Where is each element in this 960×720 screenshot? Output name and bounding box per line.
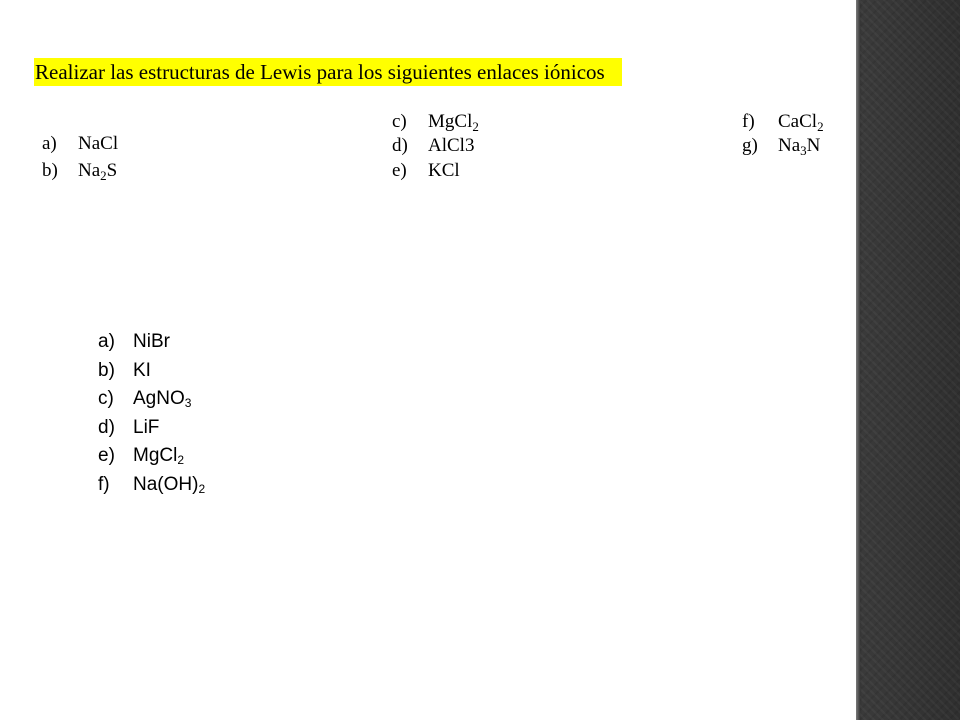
- list-item: [98, 442, 205, 471]
- exercise-heading: Realizar las estructuras de Lewis para los siguientes enlaces iónicos: [34, 58, 622, 86]
- list-item-formula: NiBr: [133, 331, 170, 352]
- list-item-formula: LiF: [133, 416, 160, 438]
- list-item-label: e): [98, 445, 115, 466]
- decorative-side-bar: [856, 0, 960, 720]
- formula-subscript: 2: [472, 119, 479, 134]
- item-label: e): [392, 160, 407, 181]
- item-formula: $Na_2S$: [78, 160, 118, 183]
- list-item-formula: AgNO$_3$: [133, 388, 192, 410]
- formula-subscript: 2: [177, 453, 185, 467]
- list-item: [98, 471, 205, 500]
- item-formula: MgCl$_2$: [428, 111, 479, 134]
- item-label: f): [742, 111, 755, 132]
- exercise-item-f: [742, 110, 824, 134]
- item-label: g): [742, 135, 758, 156]
- exercise-item-e: [392, 159, 460, 183]
- list-item: [98, 328, 205, 357]
- item-formula: KCl: [428, 160, 460, 181]
- formula-subscript: 3: [184, 396, 192, 410]
- item-formula: NaCl: [78, 133, 119, 154]
- list-item-formula: MgCl$_2$: [133, 445, 185, 467]
- side-bar-edge: [856, 0, 860, 720]
- list-item-label: d): [98, 416, 115, 438]
- list-item-label: f): [98, 473, 110, 495]
- list-item-formula: KI: [133, 359, 151, 381]
- compound-list: [98, 328, 205, 499]
- list-item-label: b): [98, 359, 115, 381]
- list-item-label: a): [98, 331, 115, 352]
- item-formula: AlCl3: [428, 135, 475, 156]
- exercise-item-d: [392, 134, 474, 158]
- item-label: a): [42, 133, 57, 154]
- formula-subscript: 2: [100, 168, 107, 183]
- exercise-item-g: [742, 134, 820, 158]
- exercise-item-c: [392, 110, 479, 134]
- item-label: d): [392, 135, 408, 156]
- list-item: [98, 357, 205, 386]
- list-item-formula: $Na(OH)_2$: [133, 473, 206, 496]
- formula-subscript: 2: [198, 481, 206, 496]
- formula-subscript: 2: [817, 119, 824, 134]
- exercise-item-b: [42, 159, 117, 183]
- item-formula: CaCl$_2$: [778, 111, 824, 134]
- exercise-item-a: [42, 132, 118, 156]
- item-label: c): [392, 111, 407, 132]
- item-formula: $Na_3N$: [778, 135, 821, 158]
- list-item: [98, 414, 205, 443]
- list-item-label: c): [98, 388, 114, 409]
- item-label: b): [42, 160, 58, 181]
- list-item: [98, 385, 205, 414]
- formula-subscript: 3: [800, 143, 807, 158]
